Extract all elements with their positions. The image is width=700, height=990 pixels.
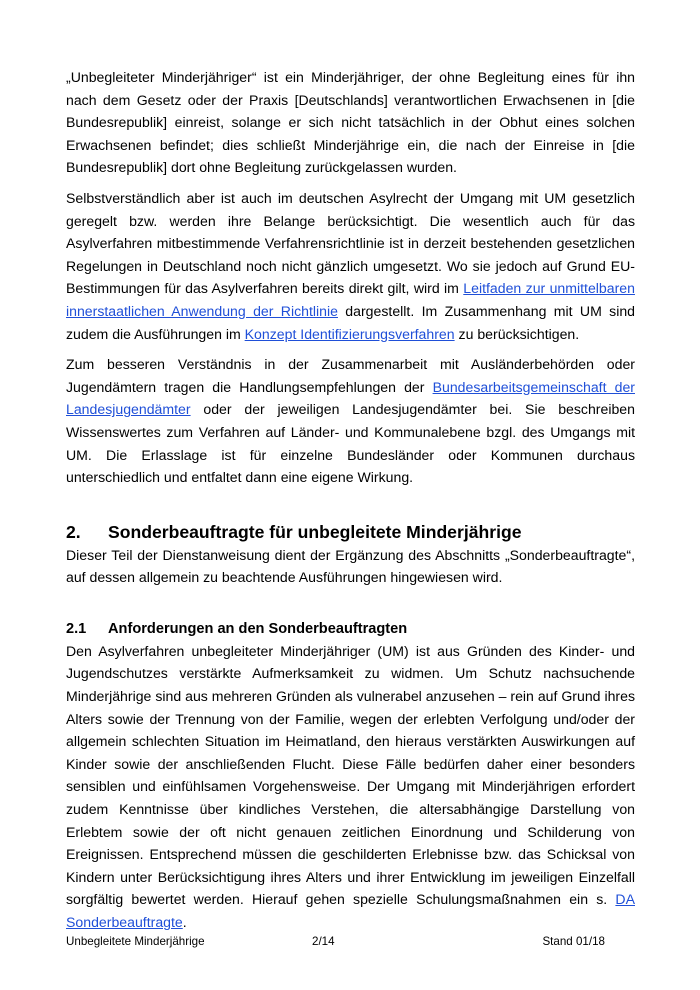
footer-document-title: Unbegleitete Minderjährige xyxy=(66,935,205,948)
cooperation-paragraph xyxy=(66,353,635,489)
footer-version: Stand 01/18 xyxy=(542,935,605,948)
da-sonderbeauftragte-link[interactable]: DA Sonderbeauftragte xyxy=(66,891,635,930)
section-2-number: 2. xyxy=(66,521,81,542)
section-2-1-text-a: Den Asylverfahren unbegleiteter Minderjähriger (UM) ist aus Gründen des Kinder- und Jugendschutzes verstärkte Aufmerksamkeit zu widmen. Um Schutz nachsuchende Minderjährige sind aus mehreren Gründen als vulnerabel anzusehen – rein auf Grund ihres Alters sowie der Trennung von der Familie, wegen der erlebten Verfolgung und/oder der allgemein schlechten Situation im Heimatland, den hieraus verstärkten Auswirkungen auf Kinder sowie der anschließenden Flucht. Diese Fälle bedürfen daher einer besonders sensiblen und einfühlsamen Vorgehensweise. Der Umgang mit Minderjährigen erfordert zudem Kenntnisse über kindliches Verstehen, die altersabhängige Darstellung von Erlebtem sowie der oft nicht genauen zeitlichen Einordnung und Schilderung von Ereignissen. Entsprechend müssen die geschilderten Erlebnisse bzw. das Schicksal von Kindern unter Berücksichtigung ihres Alters und ihrer Entwicklung im jeweiligen Einzelfall sorgfältig bewertet werden. Hierauf gehen spezielle Schulungsmaßnahmen ein s. xyxy=(66,642,635,908)
definition-paragraph: „Unbegleiteter Minderjähriger“ ist ein Minderjähriger, der ohne Begleitung eines für ihn nach dem Gesetz oder der Praxis [Deutschlands] verantwortlichen Erwachsenen in [die Bundesrepublik] einreist, solange er sich nicht tatsächlich in der Obhut eines solchen Erwachsenen befindet; dies schließt Minderjährige ein, die nach der Einreise in [die Bundesrepublik] dort ohne Begleitung zurückgelassen wurden. xyxy=(66,69,635,176)
page-content xyxy=(66,66,635,934)
asylum-law-text-c: zu berücksichtigen. xyxy=(454,325,580,342)
cooperation-text-b: oder der jeweiligen Landesjugendämter bei. Sie beschreiben Wissenswertes zum Verfahren auf Länder- und Kommunalebene bzgl. des Umgangs mit UM. Die Erlasslage ist für einzelne Bundesländer oder Kommunen durchaus unterschiedlich und entfaltet dann eine eigene Wirkung. xyxy=(66,401,635,486)
footer-page-number: 2/14 xyxy=(312,935,335,948)
asylum-law-text-a: Selbstverständlich aber ist auch im deutschen Asylrecht der Umgang mit UM gesetzlich geregelt bzw. werden ihre Belange berücksichtigt. Die wesentlich auch für das Asylverfahren mitbestimmende Verfahrensrichtlinie ist in derzeit bestehenden gesetzlichen Regelungen in Deutschland noch nicht gänzlich umgesetzt. Wo sie jedoch auf Grund EU-Bestimmungen für das Asylverfahren bereits direkt gilt, wird im xyxy=(66,189,635,297)
asylum-law-paragraph xyxy=(66,187,635,345)
section-2-intro: Dieser Teil der Dienstanweisung dient der Ergänzung des Abschnitts „Sonderbeauftragte“, auf dessen allgemein zu beachtende Ausführungen hingewiesen wird. xyxy=(66,546,635,586)
section-2-title: Sonderbeauftragte für unbegleitete Minderjährige xyxy=(108,521,522,542)
asylum-law-text-b: dargestellt. Im Zusammenhang mit UM sind zudem die Ausführungen im xyxy=(66,302,636,342)
leitfaden-link[interactable]: Leitfaden zur unmittelbaren innerstaatlichen Anwendung der Richtlinie xyxy=(66,280,635,319)
section-2-1-text-b: . xyxy=(182,914,187,930)
section-2-1-heading xyxy=(66,618,635,640)
section-2-1-paragraph xyxy=(66,640,635,934)
konzept-identifizierungsverfahren-link[interactable]: Konzept Identifizierungsverfahren xyxy=(244,325,455,342)
cooperation-text-a: Zum besseren Verständnis in der Zusammenarbeit mit Ausländerbehörden oder Jugendämtern tragen die Handlungsempfehlungen der xyxy=(66,356,635,395)
section-2-heading xyxy=(66,520,635,544)
section-2-1-title: Anforderungen an den Sonderbeauftragten xyxy=(108,620,408,637)
bundesarbeitsgemeinschaft-link[interactable]: Bundesarbeitsgemeinschaft der Landesjugendämter xyxy=(66,378,635,418)
section-2-1-number: 2.1 xyxy=(66,620,87,637)
